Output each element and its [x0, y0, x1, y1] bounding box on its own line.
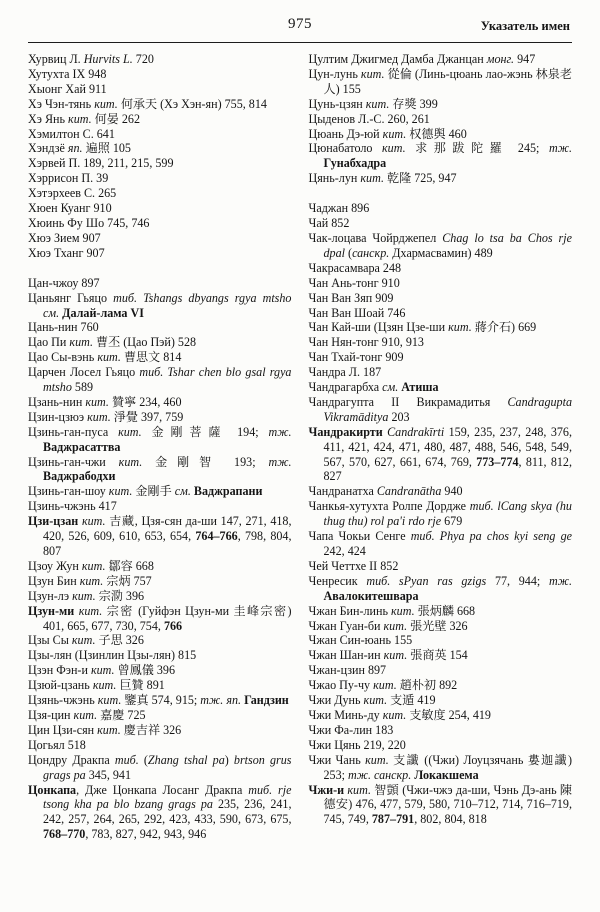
index-entry: Цзянь-чжэнь кит. 鑒真 574, 915; тж. яп. Гандзин — [28, 693, 289, 708]
index-entry: Цогьял 518 — [28, 737, 86, 752]
index-entry: Чжи Дунь кит. 支遁 419 — [308, 693, 436, 708]
index-entry: Цюнабатоло кит. 求那跋陀羅 245; тж. Гунабхадра — [308, 141, 572, 171]
index-column-right — [309, 52, 573, 842]
index-entry: Чандрагупта II Викрамадитья Candragupta Vikramāditya 203 — [308, 394, 572, 424]
index-entry: Цултим Джигмед Дамба Джанцан монг. 947 — [308, 52, 536, 66]
index-entry: Чанкья-хутухта Ролпе Дордже тиб. lCang skya (hu thug thu) rol pa'i rdo rje 679 — [308, 499, 572, 529]
index-entry: Чаджан 896 — [308, 201, 370, 216]
index-entry: Хюен Куанг 910 — [28, 201, 112, 216]
index-entry: Чжан Гуан-би кит. 張光壁 326 — [308, 618, 468, 633]
index-entry: Чжи Чань кит. 支讖 ((Чжи) Лоуцзячань 婁迦讖) 253; тж. санскр. Локакшема — [308, 752, 573, 782]
index-entry: Хюинь Фу Шо 745, 746 — [28, 215, 150, 230]
index-entry: Хурвиц Л. Hurvits L. 720 — [28, 52, 154, 66]
index-entry: Цзун-ми кит. 宗密 (Гуйфэн Цзун-ми 圭峰宗密) 401, 665, 677, 730, 754, 766 — [28, 603, 292, 633]
index-entry: Чан Ань-тонг 910 — [308, 275, 400, 290]
index-entry: Хюэ Тханг 907 — [28, 245, 105, 260]
index-entry: Хутухта IX 948 — [28, 66, 107, 81]
index-entry: Чжао Пу-чу кит. 趙朴初 892 — [308, 678, 458, 693]
index-entry: Цзун Бин кит. 宗炳 757 — [28, 573, 152, 588]
page-number: 975 — [288, 16, 312, 32]
header-rule — [28, 42, 572, 43]
index-entry: Чжи Фа-лин 183 — [308, 722, 394, 737]
index-entry: Чандранатха Candranātha 940 — [308, 484, 463, 499]
index-entry: Хыонг Хай 911 — [28, 81, 107, 96]
index-entry: Чандра Л. 187 — [308, 365, 382, 380]
index-entry: Цзи-цзан кит. 吉藏, Цзя-сян да-ши 147, 271, 418, 420, 526, 609, 610, 653, 654, 764–766, 798, 804, 807 — [28, 514, 292, 558]
index-entry: Чандрагарбха см. Атиша — [308, 380, 439, 395]
index-entry: Чан Тхай-тонг 909 — [308, 350, 404, 365]
index-entry: Ченресик тиб. sPyan ras gzigs 77, 944; тж. Авалокитешвара — [308, 573, 572, 603]
index-entry: Чей Четтхе II 852 — [308, 558, 399, 573]
index-entry: Цондру Дракпа тиб. (Zhang tshal pa) brtson grus grags pa 345, 941 — [28, 752, 292, 782]
index-column-left — [28, 52, 292, 842]
index-entry: Чжан Шан-ин кит. 張商英 154 — [308, 648, 468, 663]
index-entry: Хэндзё яп. 遍照 105 — [28, 141, 131, 156]
index-entry: Цзы Сы кит. 子思 326 — [28, 633, 144, 648]
index-entry: Цзинь-ган-пуса кит. 金剛菩薩 194; тж. Ваджрасаттва — [28, 424, 292, 454]
page-header — [28, 16, 572, 38]
index-entry: Чан Ван Зяп 909 — [308, 290, 394, 305]
index-entry: Цаньянг Гьяцо тиб. Tshangs dbyangs rgya mtsho см. Далай-лама VI — [28, 290, 292, 320]
index-entry: Царчен Лосел Гьяцо тиб. Tshar chen blo gsal rgya mtsho 589 — [28, 365, 292, 395]
index-entry: Хэтэрхеев С. 265 — [28, 186, 117, 201]
index-entry: Цзинь-ган-шоу кит. 金剛手 см. Ваджрапани — [28, 484, 263, 499]
index-entry: Цань-нин 760 — [28, 320, 99, 335]
index-entry: Цин Цзи-сян кит. 慶吉祥 326 — [28, 722, 182, 737]
index-entry: Чай 852 — [308, 216, 350, 231]
index-entry: Цао Пи кит. 曹丕 (Цао Пэй) 528 — [28, 335, 197, 350]
index-entry: Цзань-нин кит. 贊寧 234, 460 — [28, 394, 182, 409]
index-entry: Хэрвей П. 189, 211, 215, 599 — [28, 156, 174, 171]
index-entry: Цан-чжоу 897 — [28, 275, 100, 290]
index-entry: Хэмилтон С. 641 — [28, 126, 115, 141]
index-entry: Чжан Син-юань 155 — [308, 633, 413, 648]
index-entry: Цзоу Жун кит. 鄒容 668 — [28, 558, 154, 573]
index-entry: Чандракирти Candrakīrti 159, 235, 237, 248, 376, 411, 421, 424, 471, 480, 487, 488, 546, 548, 549, 567, 570, 627, 661, 674, 769, 773–774, 811, 812, 827 — [308, 424, 573, 484]
index-columns — [28, 52, 572, 842]
index-entry: Чан Ван Шоай 746 — [308, 305, 406, 320]
index-entry: Чжан Бин-линь кит. 張炳麟 668 — [308, 603, 476, 618]
index-entry: Цзун-лэ кит. 宗泐 396 — [28, 588, 145, 603]
index-entry: Чан Кай-ши (Цзян Цзе-ши кит. 蔣介石) 669 — [308, 320, 537, 335]
index-entry: Цянь-лун кит. 乾隆 725, 947 — [308, 171, 457, 186]
index-entry: Цюань Дэ-юй кит. 权德舆 460 — [308, 126, 467, 141]
index-entry: Чжи Цянь 219, 220 — [308, 737, 406, 752]
index-entry: Хэ Янь кит. 何晏 262 — [28, 111, 141, 126]
index-entry: Цонкапа, Дже Цонкапа Лосанг Дракпа тиб. rje tsong kha pa blo bzang grags pa 235, 236, 241, 242, 257, 264, 265, 292, 423, 433, 590, 673, 675, 768–770, 783, 827, 942, 943, 946 — [28, 782, 292, 842]
index-entry: Цзинь-ган-чжи кит. 金剛智 193; тж. Ваджрабодхи — [28, 454, 292, 484]
index-entry: Чан Нян-тонг 910, 913 — [308, 335, 424, 350]
index-entry: Цзы-лян (Цзинлин Цзы-лян) 815 — [28, 648, 197, 663]
index-entry: Хэ Чэн-тянь кит. 何承天 (Хэ Хэн-ян) 755, 814 — [28, 96, 267, 111]
index-entry: Чак-лоцава Чойрджепел Chag lo tsa ba Chos rje dpal (санскр. Дхармасвамин) 489 — [308, 230, 572, 260]
index-entry: Цунь-цзян кит. 存獎 399 — [308, 96, 438, 111]
index-entry: Чжан-цзин 897 — [308, 663, 387, 678]
index-entry: Цзин-цзюэ кит. 淨覺 397, 759 — [28, 409, 184, 424]
index-entry: Чапа Чокьи Сенге тиб. Phya pa chos kyi seng ge 242, 424 — [308, 529, 572, 558]
running-title: Указатель имен — [480, 19, 570, 33]
index-entry: Чжи Минь-ду кит. 支敏度 254, 419 — [308, 707, 491, 722]
index-entry: Цзюй-цзань кит. 巨贊 891 — [28, 678, 165, 693]
index-entry: Чжи-и кит. 智顗 (Чжи-чжэ да-ши, Чэнь Дэ-ань 陳德安) 476, 477, 579, 580, 710–712, 714, 716–719, 745, 749, 787–791, 802, 804, 818 — [308, 782, 572, 827]
index-entry: Хэррисон П. 39 — [28, 171, 109, 186]
index-entry: Цыденов Л.-С. 260, 261 — [308, 111, 430, 126]
index-entry: Цао Сы-вэнь кит. 曹思文 814 — [28, 350, 182, 365]
index-entry: Цзя-цин кит. 嘉慶 725 — [28, 707, 146, 722]
index-entry: Хюэ Зием 907 — [28, 230, 101, 245]
index-entry: Цзинь-чжэнь 417 — [28, 499, 117, 514]
index-entry: Цзэн Фэн-и кит. 曾鳳儀 396 — [28, 663, 176, 678]
index-entry: Цун-лунь кит. 從倫 (Линь-цюань лао-жэнь 林泉老人) 155 — [308, 66, 573, 96]
index-entry: Чакрасамвара 248 — [308, 260, 402, 275]
